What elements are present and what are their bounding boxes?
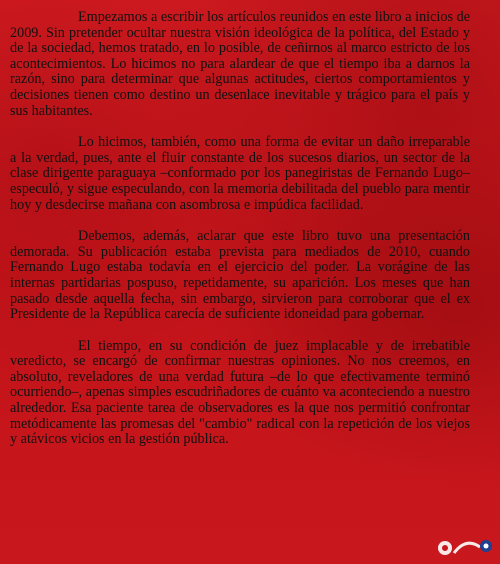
paragraph-2: Lo hicimos, también, como una forma de evitar un daño irreparable a la verdad, pues, ante el fluir constante de los sucesos diarios, un sector de la clase dirigente paraguaya –conformado por los panegiristas de Fernando Lugo– especuló, y sigue especulando, con la memoria debilitada del pueblo para mentir hoy y desdecirse mañana con asombrosa e impúdica facilidad. <box>10 134 470 213</box>
paragraph-3: Debemos, además, aclarar que este libro tuvo una presentación demorada. Su publicación estaba prevista para mediados de 2010, cuando Fernando Lugo estaba todavía en el ejercicio del poder. La vorágine de las internas partidarias pospuso, repetidamente, su aparición. Los meses que han pasado desde aquella fecha, sin embargo, sirvieron para corroborar que el ex Presidente de la República carecía de suficiente idoneidad para gobernar. <box>10 228 470 323</box>
body-text <box>10 10 470 464</box>
paragraph-1: Empezamos a escribir los artículos reunidos en este libro a inicios de 2009. Sin pretender ocultar nuestra visión ideológica de la política, del Estado y de la sociedad, hemos tratado, en lo posible, de ceñirnos al marco estricto de los acontecimientos. Lo hicimos no para alardear de que el tiempo iba a darnos la razón, sino para determinar que algunas actitudes, ciertos comportamientos y decisiones tienen como destino un desenlace inevitable y trágico para el país y sus habitantes. <box>10 9 470 119</box>
paragraph-4: El tiempo, en su condición de juez implacable y de irrebatible veredicto, se encargó de confirmar nuestras opiniones. No nos creemos, en absoluto, reveladores de una verdad futura –de lo que efectivamente terminó ocurriendo–, apenas simples escudriñadores de cuánto va aconteciendo a nuestro alrededor. Esa paciente tarea de observadores es la que nos permitió confrontar metódicamente las promesas del "cambio" radical con la repetición de los viejos y atávicos vicios en la gestión pública. <box>10 337 470 448</box>
publisher-logo-icon <box>436 533 494 559</box>
